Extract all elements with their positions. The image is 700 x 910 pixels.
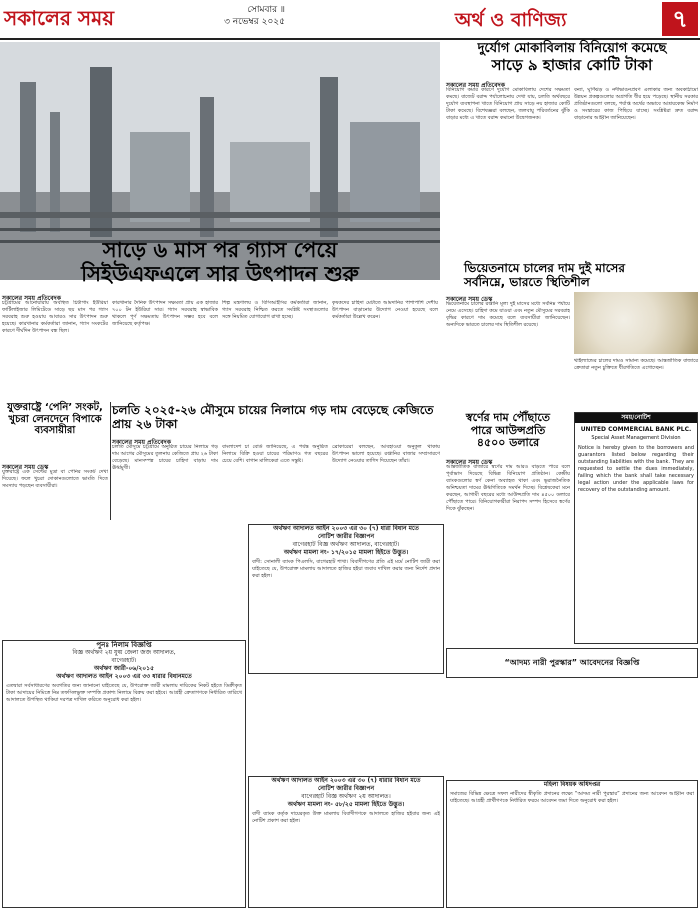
gold-body: আন্তর্জাতিক বাজারে স্বর্ণের দাম আরও বাড়তে পারে বলে পূর্বাভাস দিয়েছে বিভিন্ন বিনিয়োগ প্রতিষ্ঠান। কেন্দ্রীয় ব্যাংকগুলোর স্বর্ণ কেনা অব্যাহত থাকা এবং ভূরাজনৈতিক অনিশ্চয়তা দামের ঊর্ধ্বগতিকে সমর্থন দিচ্ছে। বিশ্লেষকেরা মনে করছেন, আগামী বছরের মধ্যে আউন্সপ্রতি দাম ৪৫০০ ডলারে পৌঁছাতে পারে। বিনিয়োগকারীরা নিরাপদ সম্পদ হিসেবে স্বর্ণের দিকে ঝুঁকছেন। (446, 464, 570, 512)
gas-body-col2: কারখানার দৈনিক উৎপাদন সক্ষমতা প্রায় এক হাজার ৭০০ টন ইউরিয়া সার। গ্যাস সরবরাহ স্বাভাবিক থাকলে পূর্ণ সক্ষমতায় উৎপাদন সম্ভব হবে বলে জানিয়েছে কর্তৃপক্ষ। (112, 300, 218, 327)
tea-body-col2: বাংলাদেশ চা বোর্ড জানিয়েছে, এ পর্যন্ত অনুষ্ঠিত নিলামে বিক্রি হওয়া চায়ের পরিমাণও গত বছরের চেয়ে বেশি। বাগান মালিকেরা এতে সন্তুষ্ট। (222, 444, 328, 464)
lead-headline-line2: সাড়ে ৯ হাজার কোটি টাকা (491, 55, 653, 74)
newspaper-logo: সকালের সময় (4, 6, 115, 30)
gas-byline: সকালের সময় প্রতিবেদক (2, 295, 61, 302)
notice-2-title: পুনঃ নিলাম বিজ্ঞপ্তি (96, 641, 152, 649)
gas-body-col3: শিল্প মন্ত্রণালয় ও বিসিআইসির কর্মকর্তারা জানান, গ্যাস সরবরাহ নিশ্চিত করতে সংশ্লিষ্ট সংস্থাগুলোর সঙ্গে নিয়মিত যোগাযোগ রাখা হচ্ছে। (222, 300, 328, 320)
court-notice-2 (2, 640, 246, 908)
notice-3-case: অর্থঋণ মামলা নং- ৫৮/২৫ মামলা হিইতে উদ্ভুত। (287, 801, 405, 808)
notice-2-body: এতদ্বারা সর্বসাধারণের অবগতির জন্য জানানো যাইতেছে যে, উপরোক্ত জারী মামলায় দায়িকের নিকট হইতে ডিক্রীকৃত টাকা আদায়ের নিমিত্তে নিম্ন তফসিলভুক্ত সম্পত্তি প্রকাশ্য নিলামে বিক্রয় করা হইবে। আগ্রহী ক্রেতাগণকে নির্ধারিত তারিখে আদালতে উপস্থিত থাকিয়া দরপত্র দাখিল করিতে অনুরোধ করা হইল। (6, 683, 242, 703)
lead-byline: সকালের সময় প্রতিবেদক (446, 82, 505, 89)
penny-headline: যুক্তরাষ্ট্রে ‘পেনি’ সংকট, খুচরা লেনদেনে বিপাকে ব্যবসায়ীরা (7, 402, 103, 436)
lead-body-col2: বন্যা, ঘূর্ণিঝড় ও নদীভাঙনপ্রবণ এলাকার জন্য অবকাঠামো উন্নয়ন প্রকল্পগুলোর অগ্রগতি ধীর হয়ে পড়েছে। স্থানীয় সরকার প্রতিষ্ঠানগুলো বলছে, পর্যাপ্ত অর্থের অভাবে আশ্রয়কেন্দ্র নির্মাণ ও সংস্কারের কাজ পিছিয়ে যাচ্ছে। সংশ্লিষ্টরা দ্রুত বরাদ্দ বাড়ানোর আহ্বান জানিয়েছেন। (574, 87, 698, 121)
court-notice-1 (248, 524, 444, 674)
tea-body-col3: ব্রোকারেরা বলছেন, আবহাওয়া অনুকূল থাকায় উৎপাদন ভালো হয়েছে। রপ্তানির বাজার সম্প্রসারণে উদ্যোগ নেওয়ার তাগিদ দিয়েছেন তাঁরা। (332, 444, 440, 464)
women-award-title: “আদম্য নারী পুরস্কার” আবেদনের বিজ্ঞপ্তি (504, 658, 640, 667)
ucb-bank-name: UNITED COMMERCIAL BANK PLC. (580, 426, 692, 433)
gold-headline-line1: স্বর্ণের দাম পৌঁছাতে (465, 411, 551, 424)
date-label: ৩ নভেম্বর ২০২৫ (224, 17, 285, 27)
notice-3-title: অর্থঋণ আদালত আইন ২০০৩ এর ৩০ (৭) ধারার বিধান মতে (271, 777, 421, 784)
page-number: ৭ (662, 2, 698, 36)
rice-byline: সকালের সময় ডেস্ক (446, 296, 493, 303)
rice-photo (574, 292, 698, 354)
ucb-notice-header: সময়/নোটিশ (575, 413, 697, 423)
section-title: অর্থ ও বাণিজ্য (455, 9, 567, 31)
column-divider (110, 402, 111, 520)
notice-3-body: বাদী ব্যাংক কর্তৃক দায়েরকৃত উক্ত মামলায় বিবাদীগণকে আদালতে হাজির হইবার জন্য এই নোটিশ প্রকাশ করা হইল। (252, 811, 440, 824)
women-award-body: সমাজের বিভিন্ন ক্ষেত্রে সফল নারীদের স্বীকৃতি প্রদানের লক্ষ্যে “আদম্য নারী পুরস্কার” প্রদানের জন্য আবেদন আহ্বান করা যাইতেছে। আগ্রহী প্রার্থীগণকে নির্ধারিত ফরমে আবেদন জমা দিতে অনুরোধ করা হইল। (450, 791, 694, 804)
ucb-division: Special Asset Management Division (591, 435, 681, 441)
women-award-notice (446, 780, 698, 908)
notice-1-body: বাদী: সোনালী ব্যাংক পিএলসি, বাগেরহাট শাখা। বিবাদীগণের প্রতি এই মর্মে নোটিশ জারী করা যাইতেছে যে, উপরোক্ত মামলায় আদালতে হাজির হইয়া জবাব দাখিল করার জন্য নির্দেশ প্রদান করা হইল। (252, 559, 440, 579)
gas-headline-line1: সাড়ে ৬ মাস পর গ্যাস পেয়ে (102, 238, 338, 262)
court-notice-3 (248, 776, 444, 908)
penny-body: যুক্তরাষ্ট্রে এক সেন্টের মুদ্রা বা পেনির সংকট দেখা দিয়েছে। ফলে খুচরা দোকানগুলোতে ভাংতি দিতে সমস্যায় পড়ছেন ব্যবসায়ীরা। (2, 469, 108, 489)
gas-body-col4: কৃষকদের চাহিদা মেটাতে আমদানির পাশাপাশি দেশীয় উৎপাদন বাড়ানোর উদ্যোগ নেওয়া হয়েছে বলে কর্মকর্তারা উল্লেখ করেন। (332, 300, 438, 320)
rice-body-col2: থাইল্যান্ডের চালের দামও সামান্য কমেছে। আন্তর্জাতিক বাজারে ক্রেতারা নতুন চুক্তিতে ধীরগতিতে এগোচ্ছেন। (574, 358, 698, 371)
gas-headline-line2: সিইউএফএলে সার উৎপাদন শুরু (81, 262, 359, 287)
gas-body-col1: চট্টগ্রামের আনোয়ারায় অবস্থিত চিটাগাং ইউরিয়া ফার্টিলাইজার লিমিটেডে সাড়ে ছয় মাস পর গ্যাস সরবরাহ শুরু হওয়ায় আবারও সার উৎপাদন শুরু হয়েছে। কারখানার কর্মকর্তারা জানান, গ্যাস সংকটের কারণে দীর্ঘদিন উৎপাদন বন্ধ ছিল। (2, 300, 108, 334)
notice-1-case: অর্থঋণ মামলা নং- ১৭/২০১৫ মামলা হিইতে উদ্ভুত। (283, 549, 409, 556)
notice-2-place: বাগেরহাট। (111, 657, 137, 664)
rice-headline-line1: ভিয়েতনামে চালের দাম দুই মাসের (464, 261, 625, 275)
notice-3-subtitle: নোটিশ জারীর বিজ্ঞাপন (317, 785, 375, 792)
gold-headline-line2: পারে আউন্সপ্রতি (470, 423, 546, 437)
tea-byline: সকালের সময় প্রতিবেদক (112, 439, 171, 446)
gas-headline (0, 238, 440, 286)
day-label: সোমবার ॥ (247, 5, 285, 15)
notice-1-court: বাগেরহাট বিজ্ঞ অর্থঋণ আদালত, বাগেরহাট। (292, 541, 400, 548)
gold-headline-line3: ৪৫০০ ডলারে (476, 436, 540, 450)
women-award-title-box (446, 648, 698, 678)
notice-1-title: অর্থঋণ আদালত আইন ২০০৩ এর ৩০ (৭) ধারা বিধান মতে (273, 525, 419, 532)
ucb-notice-body: Notice is hereby given to the borrowers and guarantors listed below regarding their outstanding liabilities with the bank. They are requested to settle the dues immediately, failing which the bank shall take necessary legal action under the applicable laws for recovery of the outstanding amount. (578, 445, 694, 493)
notice-3-court: বাগেরহাট বিজ্ঞ অর্থঋণ ২য় আদালত। (301, 793, 391, 800)
dateline (205, 4, 285, 28)
notice-2-case: অর্থঋণ জারী-০৬/২০১৫ (94, 665, 154, 672)
notice-2-court: বিজ্ঞ অর্থঋণ ২য় যুগ্ম জেলা জজ আদালত, (72, 649, 176, 656)
lead-headline-line1: দুর্যোগ মোকাবিলায় বিনিয়োগ কমেছে (477, 41, 667, 56)
gold-byline: সকালের সময় ডেস্ক (446, 459, 493, 466)
lead-headline (444, 42, 700, 74)
rice-body-col1: ভিয়েতনামে চালের রপ্তানি মূল্য দুই মাসের মধ্যে সর্বনিম্ন পর্যায়ে নেমে এসেছে। চাহিদা কমে যাওয়া এবং নতুন মৌসুমের সরবরাহ বৃদ্ধির কারণে দাম কমেছে বলে ব্যবসায়ীরা জানিয়েছেন। অন্যদিকে ভারতে চালের দাম স্থিতিশীল রয়েছে। (446, 301, 570, 328)
lead-body-col1: বিনিয়োগ কমার কারণে দুর্যোগ মোকাবিলায় দেশের সক্ষমতা কমছে। বাজেট বরাদ্দ পর্যালোচনায় দেখা যায়, চলতি অর্থবছরে দুর্যোগ ব্যবস্থাপনা খাতে বিনিয়োগ প্রায় সাড়ে নয় হাজার কোটি টাকা কমেছে। বিশেষজ্ঞরা বলছেন, জলবায়ু পরিবর্তনের ঝুঁকি বাড়ার মধ্যে এ খাতে বরাদ্দ কমানো উদ্বেগজনক। (446, 87, 570, 121)
notice-2-act: অর্থঋণ আদালত আইন ২০০৩ এর ৩৩ ধারার বিধানমতে (56, 673, 192, 680)
women-award-org: মহিলা বিষয়ক অধিদপ্তর (543, 781, 601, 788)
notice-1-subtitle: নোটিশ জারীর বিজ্ঞাপন (317, 533, 375, 540)
penny-byline: সকালের সময় ডেস্ক (2, 464, 49, 471)
rice-headline (444, 262, 700, 290)
rice-headline-line2: সর্বনিম্নে, ভারতে স্থিতিশীল (464, 274, 590, 289)
tea-headline: চলতি ২০২৫-২৬ মৌসুমে চায়ের নিলামে গড় দাম বেড়েছে কেজিতে প্রায় ২৬ টাকা (112, 403, 434, 431)
tea-body-col1: চলতি মৌসুমে চট্টগ্রামে অনুষ্ঠিত চায়ের নিলামে গড় দাম আগের মৌসুমের তুলনায় কেজিতে প্রায় ২৬ টাকা বেড়েছে। মানসম্পন্ন চায়ের চাহিদা বাড়ায় দাম ঊর্ধ্বমুখী। (112, 444, 218, 471)
ucb-notice (574, 412, 698, 644)
gold-headline (446, 412, 570, 450)
